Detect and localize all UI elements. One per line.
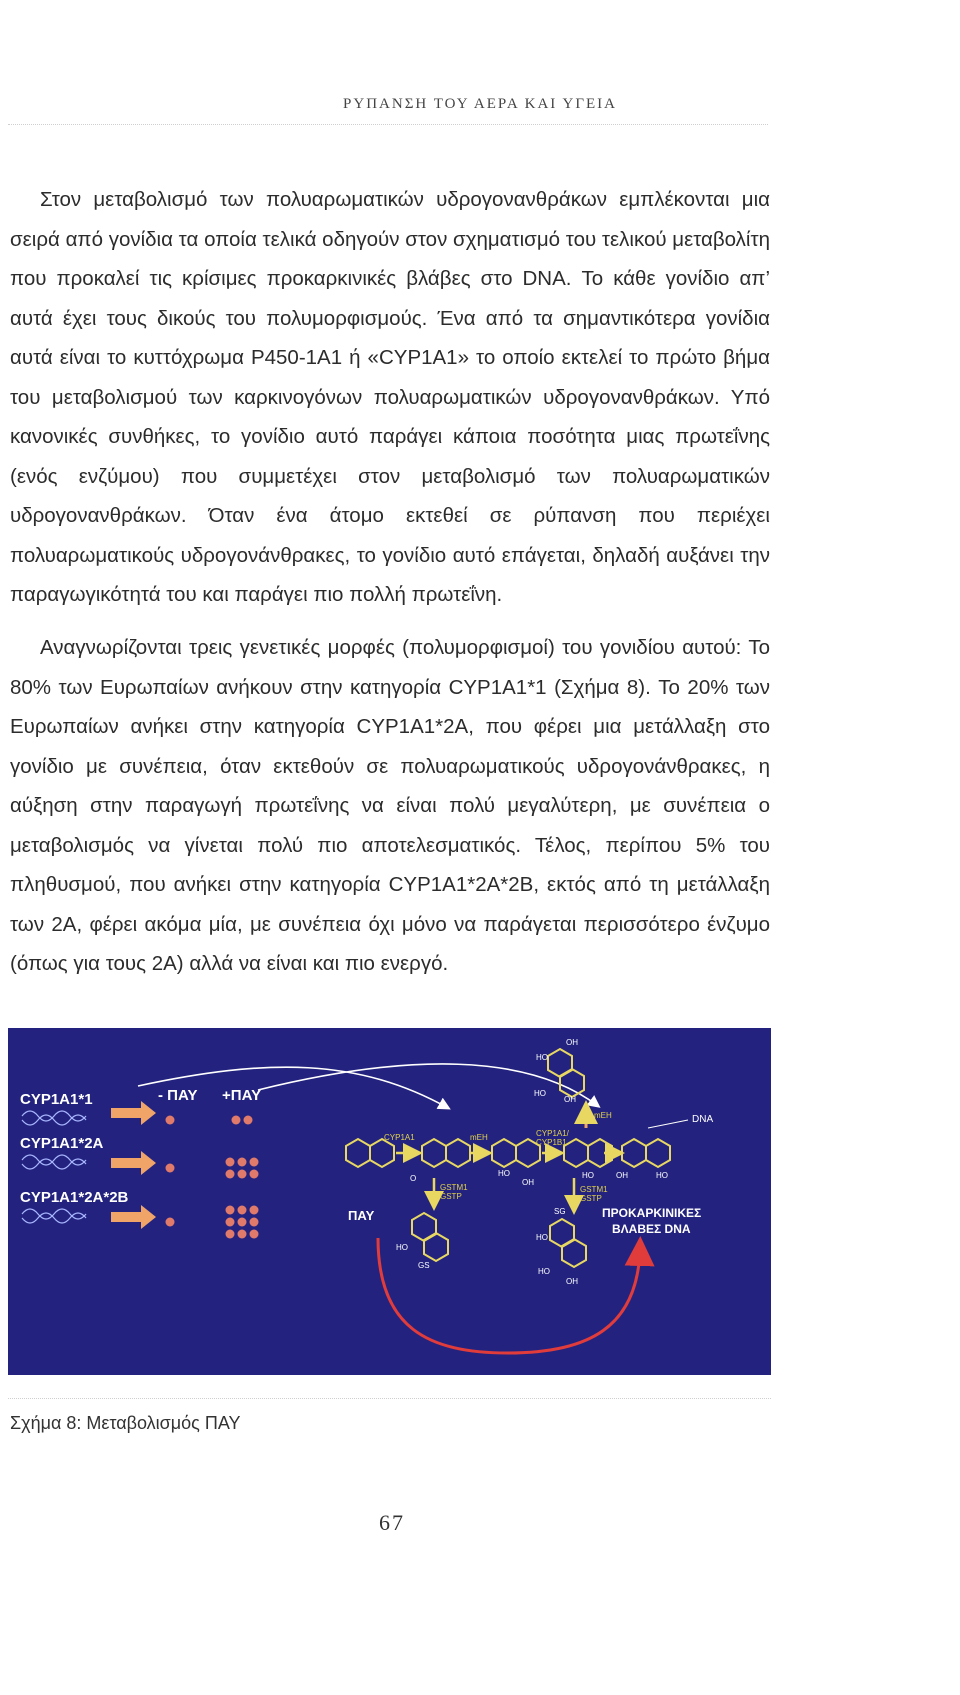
dna-arrow xyxy=(648,1120,688,1128)
pah-molecule-icon xyxy=(346,1139,394,1167)
enzyme-dot-layer xyxy=(166,1116,259,1239)
enzyme-dot xyxy=(232,1116,241,1125)
column-header-without-pah: - ΠΑΥ xyxy=(158,1087,198,1104)
outcome-label: ΠΡΟΚΑΡΚΙΝΙΚΕΣ xyxy=(602,1206,702,1220)
group-label: HO xyxy=(536,1233,548,1242)
enzyme-label: CYP1A1 xyxy=(384,1133,415,1142)
enzyme-dot xyxy=(244,1116,253,1125)
enzyme-dot xyxy=(238,1170,247,1179)
enzyme-dot xyxy=(226,1230,235,1239)
header-divider xyxy=(8,124,768,125)
enzyme-dot xyxy=(226,1218,235,1227)
enzyme-dot xyxy=(238,1230,247,1239)
group-label: OH xyxy=(566,1277,578,1286)
group-label: OH xyxy=(522,1178,534,1187)
expression-arrow xyxy=(111,1205,156,1229)
group-label: OH xyxy=(616,1171,628,1180)
figure-divider xyxy=(8,1398,771,1399)
group-label: HO xyxy=(656,1171,668,1180)
enzyme-label: CYP1B1 xyxy=(536,1138,567,1147)
genotype-label: CYP1A1*2A*2B xyxy=(20,1189,129,1206)
enzyme-dot xyxy=(226,1158,235,1167)
dna-wave-icon xyxy=(22,1209,86,1223)
paragraph-1: Στον μεταβολισμό των πολυαρωματικών υδρογονανθράκων εμπλέκονται μια σειρά από γονίδια τα οποία τελικά οδηγούν στον σχηματισμό του τελικού μεταβολίτη που προκαλεί τις κρίσιμες προκαρκινικές βλάβες στο DNA. Το κάθε γονίδιο απ’ αυτά έχει τους δικούς του πολυμορφισμούς. Ένα από τα σημαντικότερα γονίδια αυτά είναι το κυττόχρωμα P450-1A1 ή «CYP1A1» το οποίο εκτελεί το πρώτο βήμα του μεταβολισμού των καρκινογόνων πολυαρωματικών υδρογονανθράκων. Υπό κανονικές συνθήκες, το γονίδιο αυτό παράγει κάποια ποσότητα μιας πρωτεΐνης (ενός ενζύμου) που συμμετέχει στον μεταβολισμό των πολυαρωματικών υδρογονανθράκων. Όταν ένα άτομο εκτεθεί σε ρύπανση που περιέχει πολυαρωματικούς υδρογονάνθρακες, το γονίδιο αυτό επάγεται, δηλαδή αυξάνει την παραγωγικότητά του και παράγει πιο πολλή πρωτεΐνη. xyxy=(10,188,770,606)
enzyme-dot xyxy=(250,1218,259,1227)
enzyme-dot xyxy=(238,1218,247,1227)
enzyme-dot xyxy=(166,1116,175,1125)
enzyme-label: GSTM1 xyxy=(580,1185,608,1194)
group-label: GS xyxy=(418,1261,430,1270)
genotype-label: CYP1A1*1 xyxy=(20,1091,93,1108)
enzyme-dot xyxy=(226,1206,235,1215)
enzyme-dot xyxy=(250,1206,259,1215)
substrate-label: ΠΑΥ xyxy=(348,1208,375,1223)
epoxide-molecule-icon xyxy=(422,1139,470,1167)
group-label: HO xyxy=(396,1243,408,1252)
return-arrow xyxy=(378,1238,640,1353)
enzyme-dot xyxy=(226,1170,235,1179)
enzyme-label: GSTP xyxy=(440,1192,462,1201)
expression-arrow xyxy=(111,1151,156,1175)
page-number: 67 xyxy=(379,1510,405,1535)
paragraph-2-block xyxy=(10,628,770,984)
dna-label: DNA xyxy=(692,1114,714,1125)
group-label: SG xyxy=(554,1207,566,1216)
group-label: HO xyxy=(498,1169,510,1178)
group-label: HO xyxy=(582,1171,594,1180)
enzyme-dot xyxy=(238,1158,247,1167)
enzyme-dot xyxy=(250,1158,259,1167)
enzyme-dot xyxy=(166,1218,175,1227)
paragraph-1-block xyxy=(10,180,770,615)
group-label: HO xyxy=(534,1089,546,1098)
group-label: O xyxy=(410,1174,417,1183)
group-label: OH xyxy=(564,1095,576,1104)
gs-conjugate-molecule-icon xyxy=(412,1213,448,1261)
tetrol-molecule-icon xyxy=(622,1139,670,1167)
running-head: ΡΥΠΑΝΣΗ ΤΟΥ ΑΕΡΑ ΚΑΙ ΥΓΕΙΑ xyxy=(343,96,617,112)
dna-wave-icon xyxy=(22,1111,86,1125)
quinone-molecule-icon xyxy=(548,1049,584,1097)
enzyme-label: GSTM1 xyxy=(440,1183,468,1192)
expression-arrow xyxy=(111,1101,156,1125)
figure-caption: Σχήμα 8: Μεταβολισμός ΠΑΥ xyxy=(10,1413,241,1433)
column-header-with-pah: +ΠΑΥ xyxy=(222,1087,262,1104)
dna-wave-icon xyxy=(22,1155,86,1169)
figure-pah-metabolism xyxy=(8,1028,771,1375)
enzyme-label: CYP1A1/ xyxy=(536,1129,569,1138)
enzyme-label: mEH xyxy=(470,1133,488,1142)
paragraph-2: Αναγνωρίζονται τρεις γενετικές μορφές (πολυμορφισμοί) του γονιδίου αυτού: Το 80% των Ευρωπαίων ανήκουν στην κατηγορία CYP1A1*1 (Σχήμα 8). Το 20% των Ευρωπαίων ανήκει στην κατηγορία CYP1A1*2A, που φέρει μια μετάλλαξη στο γονίδιο με συνέπεια, όταν εκτεθούν σε πολυαρωματικούς υδρογονάνθρακες, η αύξηση στην παραγωγή πρωτεΐνης να είναι πολύ μεγαλύτερη, με συνέπεια ο μεταβολισμός να γίνεται πολύ πιο αποτελεσματικός. Τέλος, περίπου 5% του πληθυσμού, που ανήκει στην κατηγορία CYP1A1*2A*2B, εκτός από τη μετάλλαξη των 2A, φέρει ακόμα μία, με συνέπεια όχι μόνο να παράγεται περισσότερο ένζυμο (όπως για τους 2A) αλλά να είναι και πιο ενεργό. xyxy=(10,636,770,975)
group-label: HO xyxy=(538,1267,550,1276)
enzyme-dot xyxy=(238,1206,247,1215)
genotype-label: CYP1A1*2A xyxy=(20,1135,104,1152)
diol-molecule-icon xyxy=(492,1139,540,1167)
outcome-label: ΒΛΑΒΕΣ DNA xyxy=(612,1222,691,1236)
sg-conjugate-molecule-icon xyxy=(550,1219,586,1267)
group-label: OH xyxy=(566,1038,578,1047)
group-label: HO xyxy=(536,1053,548,1062)
enzyme-label: mEH xyxy=(594,1111,612,1120)
enzyme-dot xyxy=(250,1170,259,1179)
enzyme-dot xyxy=(166,1164,175,1173)
enzyme-label: GSTP xyxy=(580,1194,602,1203)
enzyme-dot xyxy=(250,1230,259,1239)
